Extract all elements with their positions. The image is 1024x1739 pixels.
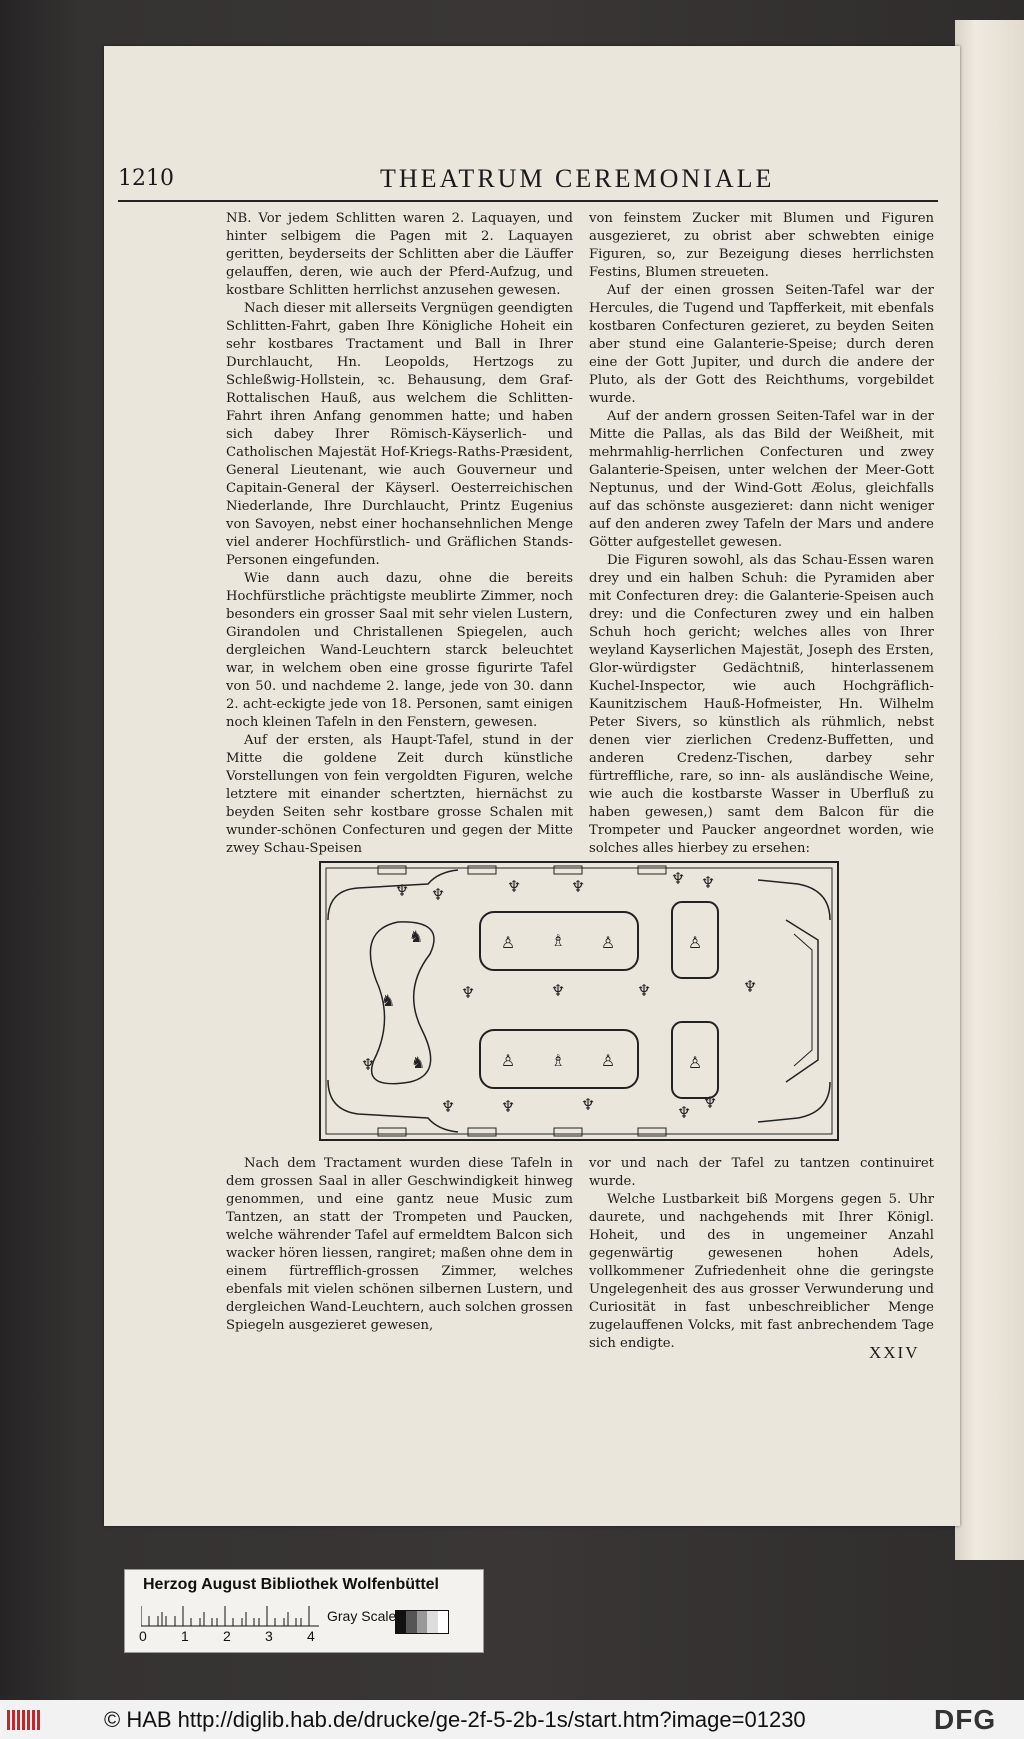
svg-text:♗: ♗ (550, 1051, 566, 1070)
page-number: 1210 (118, 166, 174, 191)
right-column-top (589, 210, 934, 858)
paragraph: vor und nach der Tafel zu tantzen continuiret wurde. (589, 1156, 934, 1189)
paragraph: Wie dann auch dazu, ohne die bereits Hochfürstliche prächtigste meublirte Zimmer, noch besonders ein grosser Saal mit sehr vielen Lustern, Girandolen und Christallenen Spiegelen, auch dergleichen Wand-Leuchtern starck beleuchtet war, in welchem oben eine grosse figurirte Tafel von 50. und nachdeme 2. lange, jede von 30. dann 2. acht-eckigte jede von 18. Personen, samt einigen noch kleinen Tafeln in den Fenstern, gewesen. (226, 571, 573, 730)
left-column-bottom (226, 1155, 573, 1335)
svg-text:♆: ♆ (360, 1055, 376, 1074)
ruler-number: 3 (265, 1628, 273, 1644)
svg-text:♗: ♗ (550, 931, 566, 950)
hab-logo-icon (6, 1708, 44, 1732)
svg-text:♙: ♙ (500, 1051, 516, 1070)
adjacent-page-edge (955, 20, 1024, 1560)
ruler-ticks (141, 1604, 319, 1628)
page-header (118, 120, 938, 193)
dfg-logo: DFG (934, 1704, 997, 1735)
svg-text:♆: ♆ (676, 1103, 692, 1122)
footer-bar (0, 1700, 1024, 1739)
ruler-number: 1 (181, 1628, 189, 1644)
paragraph: Nach dieser mit allerseits Vergnügen geendigten Schlitten-Fahrt, gaben Ihre Königliche Hoheit ein sehr kostbares Tractament und Ball in Ihrer Durchlaucht, Hn. Leopolds, Hertzogs zu Schleßwig-Hollstein, ꝛc. Behausung, dem Graf-Rottalischen Hauß, aus welchem die Schlitten-Fahrt ihren Anfang genommen hatte; und haben sich dabey Ihrer Römisch-Käyserlich- und Catholischen Majestät Hof-Kriegs-Raths-Præsident, General Lieutenant, wie auch Gouverneur und Capitain-General der Käyserl. Oesterreichischen Niederlande, Ihre Durchlaucht, Printz Eugenius von Savoyen, nebst einer hochansehnlichen Menge viel anderer Hochfürstlich- und Gräflichen Stands-Personen eingefunden. (226, 301, 573, 568)
svg-text:♆: ♆ (580, 1095, 596, 1114)
svg-text:♆: ♆ (702, 1093, 718, 1112)
color-scale-ruler (124, 1569, 484, 1653)
svg-text:♆: ♆ (430, 885, 446, 904)
header-rule (118, 200, 938, 202)
library-name: Herzog August Bibliothek Wolfenbüttel (143, 1576, 439, 1593)
paragraph: Auf der andern grossen Seiten-Tafel war in der Mitte die Pallas, als das Bild der Weißheit, mit mehrmahlig-herrlichen Confecturen und zwey Galanterie-Speisen, unter welchen der Meer-Gott Neptunus, und der Wind-Gott Æolus, gleichfalls auf das schönste ausgezieret: dann nicht weniger auf den anderen zwey Tafeln der Mars und andere Götter aufgestellet gewesen. (589, 409, 934, 550)
svg-text:♆: ♆ (500, 1097, 516, 1116)
svg-text:♞: ♞ (380, 991, 396, 1010)
banquet-hall-floorplan (318, 860, 840, 1142)
paragraph: Welche Lustbarkeit biß Morgens gegen 5. Uhr daurete, und nachgehends mit Ihrer Königl. Hoheit, und des in ungemeiner Anzahl gegenwärtig gewesenen hohen Adels, vollkommener Zufriedenheit ohne die geringste Ungelegenheit des aus grosser Verwunderung und Curiosität in fast unbeschreiblicher Menge zugelauffenen Volcks, mit fast anbrechendem Tage sich endigte. (589, 1192, 934, 1351)
running-title: THEATRUM CEREMONIALE (380, 164, 775, 193)
ruler-number: 0 (139, 1628, 147, 1644)
svg-text:♙: ♙ (687, 933, 703, 952)
svg-text:♙: ♙ (600, 933, 616, 952)
svg-text:♆: ♆ (670, 869, 686, 888)
paragraph: NB. Vor jedem Schlitten waren 2. Laquayen, und hinter selbigem die Pagen mit 2. Laquayen geritten, beyderseits der Schlitten aber die Läuffer gelauffen, deren, wie auch der Pferd-Aufzug, und kostbare Schlitten herrlichst anzusehen gewesen. (226, 211, 573, 298)
svg-text:♞: ♞ (408, 927, 424, 946)
paragraph: Nach dem Tractament wurden diese Tafeln in dem grossen Saal in aller Geschwindigkeit hinweg genommen, und eine gantz neue Music zum Tantzen, an statt der Trompeten und Paucken, welche währender Tafel auf ermeldtem Balcon sich wacker hören liessen, rangiret; maßen ohne dem in einem fürtrefflich-grossen Zimmer, welches ebenfals mit vielen schönen silbernen Lustern, und dergleichen Wand-Leuchtern, auch solchen grossen Spiegeln ausgezieret gewesen, (226, 1156, 573, 1333)
paragraph: Auf der einen grossen Seiten-Tafel war der Hercules, die Tugend und Tapfferkeit, mit ebenfals kostbaren Confecturen gezieret, zu beyden Seiten aber stund eine Galanterie-Speise; durch deren eine der Gott Jupiter, und durch die andere der Pluto, als der Gott des Reichthums, vorgebildet wurde. (589, 283, 934, 406)
ruler-number: 2 (223, 1628, 231, 1644)
svg-text:♞: ♞ (410, 1053, 426, 1072)
svg-text:♙: ♙ (600, 1051, 616, 1070)
svg-text:♆: ♆ (440, 1097, 456, 1116)
right-column-bottom (589, 1155, 934, 1353)
svg-text:♙: ♙ (500, 933, 516, 952)
footer-copyright-link[interactable]: © HAB http://diglib.hab.de/drucke/ge-2f-5-2b-1s/start.htm?image=01230 (104, 1707, 806, 1732)
ruler-number: 4 (307, 1628, 315, 1644)
svg-text:♆: ♆ (570, 877, 586, 896)
svg-text:♆: ♆ (506, 877, 522, 896)
svg-text:♆: ♆ (394, 881, 410, 900)
gray-scale-label: Gray Scale (327, 1608, 397, 1624)
paragraph: Die Figuren sowohl, als das Schau-Essen waren drey und ein halben Schuh: die Pyramiden aber mit Confecturen drey: die Galanterie-Speisen auch drey: und die Confecturen zwey und ein halben Schuh hoch gericht; welches alles von Ihrer weyland Kayserlichen Majestät, Joseph des Ersten, Glor-würdigster Gedächtniß, hinterlassenem Kuchel-Inspector, wie auch Hochgräflich-Kaunitzischem Hauß-Hofmeister, Hn. Wilhelm Peter Sivers, so künstlich als rühmlich, nebst denen vier zierlichen Credenz-Buffetten, und anderen Credenz-Tischen, darbey sehr fürtreffliche, rare, so inn- als ausländische Weine, wie auch die kostbarste Wasser in Uberfluß zu haben gewesen,) samt dem Balcon für die Trompeter und Paucker angeordnet worden, wie solches alles hierbey zu ersehen: (589, 553, 934, 856)
left-column-top (226, 210, 573, 858)
gray-scale-swatch (395, 1610, 449, 1634)
signature-mark: XXIV (869, 1343, 920, 1362)
svg-text:♆: ♆ (460, 983, 476, 1002)
paragraph: von feinstem Zucker mit Blumen und Figuren ausgezieret, zu obrist aber schwebten einige Figuren, so, zur Bezeigung dieses herrlichsten Festins, Blumen streueten. (589, 211, 934, 280)
svg-text:♆: ♆ (636, 981, 652, 1000)
svg-text:♆: ♆ (742, 977, 758, 996)
paragraph: Auf der ersten, als Haupt-Tafel, stund in der Mitte die goldene Zeit durch künstliche Vorstellungen von fein vergoldten Figuren, welche letztere mit einander schertzten, hiernächst zu beyden Seiten sehr kostbare grosse Schalen mit wunder-schönen Confecturen und gegen der Mitte zwey Schau-Speisen (226, 733, 573, 856)
svg-text:♆: ♆ (700, 873, 716, 892)
svg-text:♙: ♙ (687, 1053, 703, 1072)
svg-text:♆: ♆ (550, 981, 566, 1000)
